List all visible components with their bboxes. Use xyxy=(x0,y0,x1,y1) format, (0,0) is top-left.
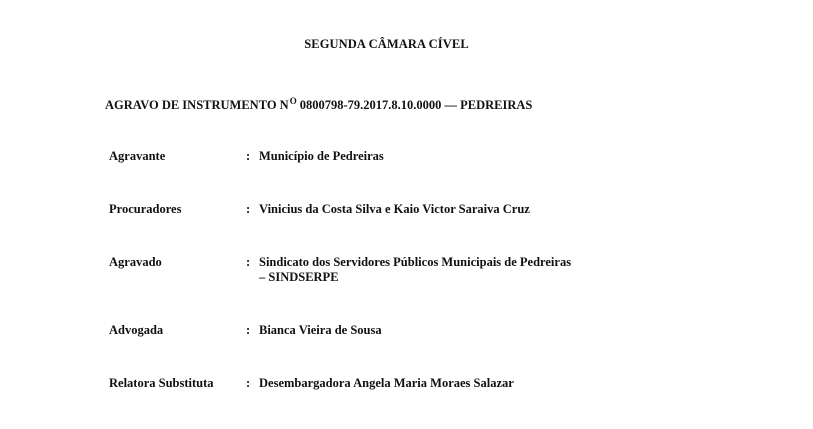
party-name xyxy=(259,376,619,391)
party-separator: : xyxy=(246,149,251,163)
party-role: Agravado xyxy=(109,255,162,269)
party-name xyxy=(259,255,619,285)
case-title-prefix: AGRAVO DE INSTRUMENTO N xyxy=(105,98,289,112)
party-name-line: Bianca Vieira de Sousa xyxy=(259,323,382,337)
party-name-line: – SINDSERPE xyxy=(259,270,339,284)
party-separator: : xyxy=(246,323,251,337)
party-separator: : xyxy=(246,255,251,269)
court-chamber-heading: SEGUNDA CÂMARA CÍVEL xyxy=(304,37,469,51)
party-role: Procuradores xyxy=(109,202,182,216)
party-name-line: Sindicato dos Servidores Públicos Municipais de Pedreiras xyxy=(259,255,572,269)
party-separator: : xyxy=(246,202,251,216)
case-number: 0800798-79.2017.8.10.0000 — PEDREIRAS xyxy=(299,98,533,112)
party-role: Advogada xyxy=(109,323,164,337)
case-title xyxy=(105,98,532,113)
case-number-symbol: O xyxy=(289,96,297,106)
party-role: Relatora Substituta xyxy=(109,376,214,390)
party-name xyxy=(259,149,619,164)
party-name xyxy=(259,323,619,338)
party-name-line: Desembargadora Angela Maria Moraes Salazar xyxy=(259,376,514,390)
party-name-line: Município de Pedreiras xyxy=(259,149,384,163)
party-role: Agravante xyxy=(109,149,166,163)
party-separator: : xyxy=(246,376,251,390)
party-name xyxy=(259,202,619,217)
party-name-line: Vinicius da Costa Silva e Kaio Victor Saraiva Cruz xyxy=(259,202,530,216)
